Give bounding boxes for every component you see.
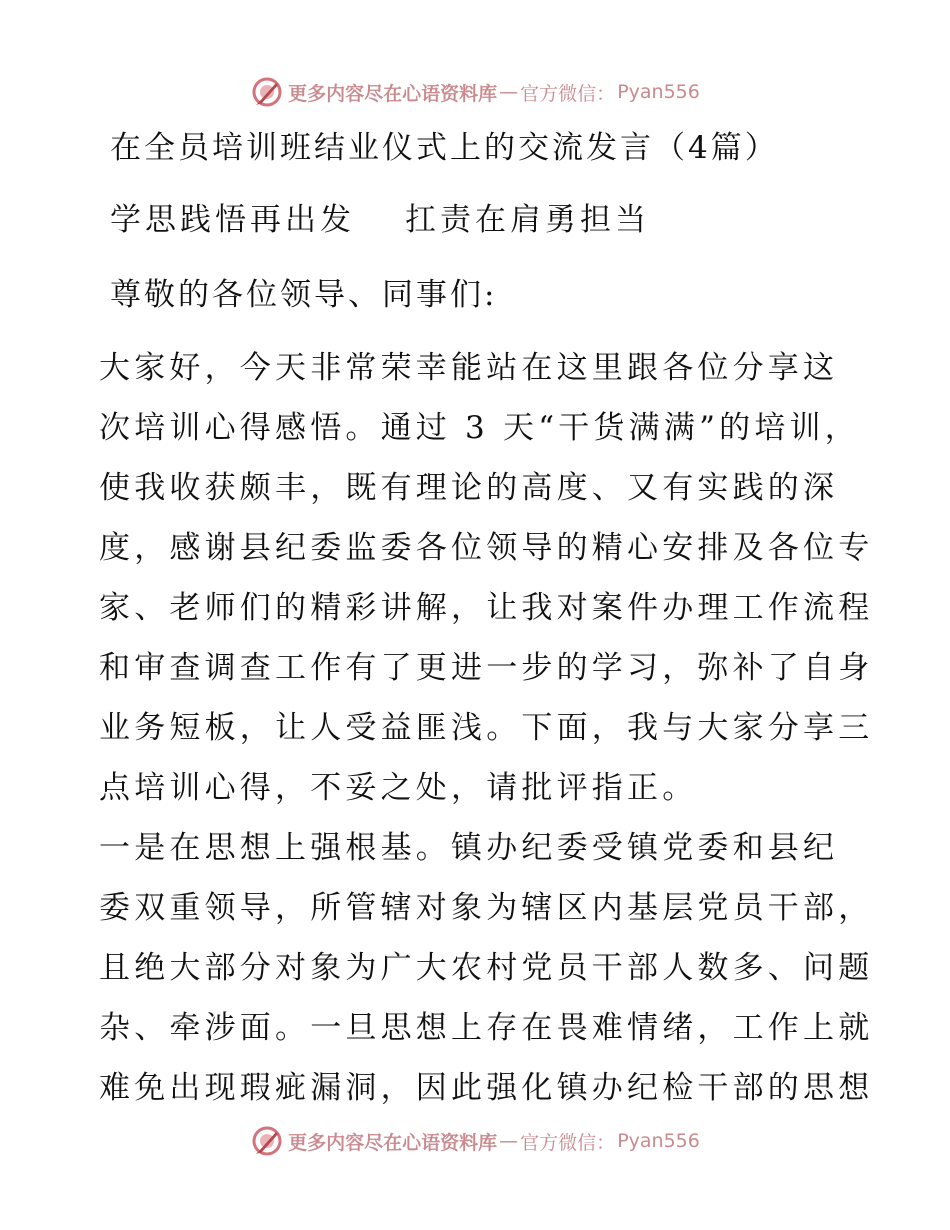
greeting: 尊敬的各位领导、同事们: — [110, 277, 498, 313]
paragraph-line: 家、老师们的精彩讲解，让我对案件办理工作流程 — [99, 590, 874, 626]
subtitle-part-2: 扛责在肩勇担当 — [405, 202, 650, 238]
paragraph-1 — [99, 338, 874, 818]
paragraph-line: 一是在思想上强根基。镇办纪委受镇党委和县纪 — [99, 830, 839, 866]
subtitle-part-1: 学思践悟再出发 — [110, 202, 355, 238]
watermark-main-text: 更多内容尽在心语资料库 — [288, 1131, 498, 1154]
logo-icon — [250, 1124, 284, 1158]
document-subtitle — [110, 200, 650, 240]
paragraph-line: 委双重领导，所管辖对象为辖区内基层党员干部， — [99, 890, 874, 926]
watermark-header — [0, 72, 950, 112]
paragraph-line: 大家好，今天非常荣幸能站在这里跟各位分享这 — [99, 350, 839, 386]
paragraph-line: 和审查调查工作有了更进一步的学习，弥补了自身 — [99, 650, 874, 686]
paragraph-line: 且绝大部分对象为广大农村党员干部人数多、问题 — [99, 950, 874, 986]
paragraph-line: 点培训心得，不妥之处，请批评指正。 — [99, 770, 698, 806]
watermark-separator: — — [499, 81, 519, 103]
paragraph-line: 次培训心得感悟。通过 3 天“干货满满”的培训， — [99, 410, 860, 446]
paragraph-line: 度，感谢县纪委监委各位领导的精心安排及各位专 — [99, 530, 874, 566]
watermark-separator: — — [499, 1130, 519, 1152]
paragraph-line: 业务短板，让人受益匪浅。下面，我与大家分享三 — [99, 710, 874, 746]
watermark-wechat-label: 官方微信： — [520, 82, 616, 105]
document-title: 在全员培训班结业仪式上的交流发言（4篇） — [110, 130, 779, 166]
watermark-main-text: 更多内容尽在心语资料库 — [288, 82, 498, 105]
logo-icon — [250, 75, 284, 109]
watermark-footer — [0, 1121, 950, 1161]
watermark-wechat-id: Pyan556 — [617, 1130, 700, 1152]
paragraph-line: 杂、牵涉面。一旦思想上存在畏难情绪，工作上就 — [99, 1010, 874, 1046]
paragraph-line: 使我收获颇丰，既有理论的高度、又有实践的深 — [99, 470, 839, 506]
paragraph-2 — [99, 818, 874, 1118]
watermark-wechat-label: 官方微信： — [520, 1131, 616, 1154]
watermark-wechat-id: Pyan556 — [617, 81, 700, 103]
paragraph-line: 难免出现瑕疵漏洞，因此强化镇办纪检干部的思想 — [99, 1070, 874, 1106]
